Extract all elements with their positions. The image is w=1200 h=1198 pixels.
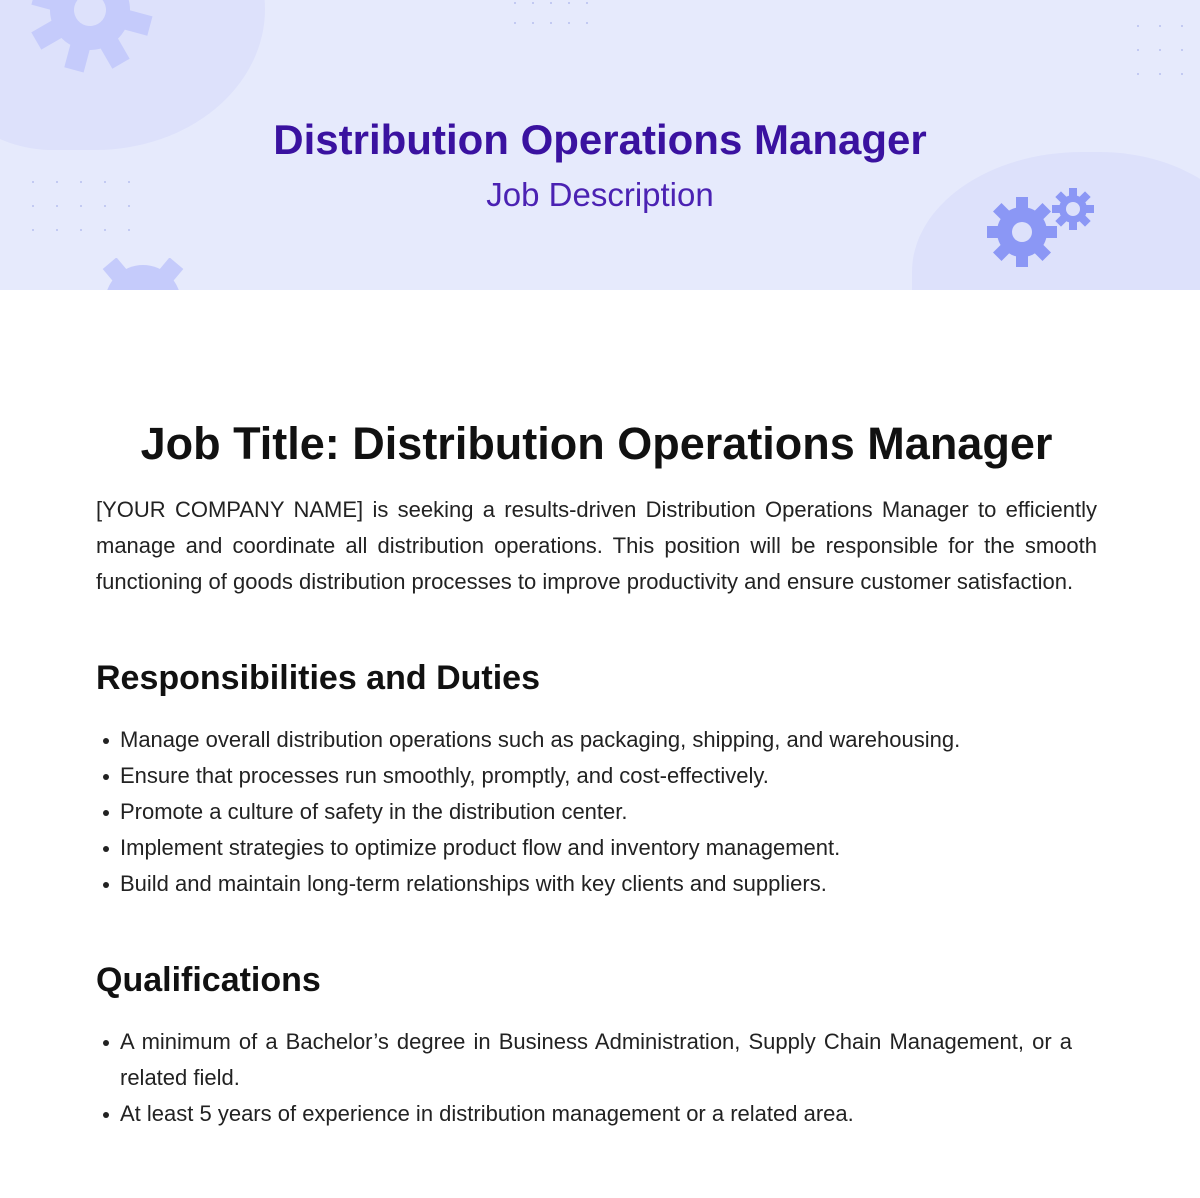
gear-icon: [88, 258, 198, 290]
section-heading-responsibilities: Responsibilities and Duties: [96, 659, 540, 697]
list-item: Implement strategies to optimize product flow and inventory management.: [120, 830, 1072, 866]
qualifications-list: [96, 1024, 1097, 1132]
responsibilities-list: [96, 722, 1097, 902]
list-item: A minimum of a Bachelor’s degree in Business Administration, Supply Chain Management, or a related field.: [120, 1024, 1072, 1096]
intro-paragraph: [YOUR COMPANY NAME] is seeking a results-driven Distribution Operations Manager to efficiently manage and coordinate all distribution operations. This position will be responsible for the smooth functioning of goods distribution processes to improve productivity and ensure customer satisfaction.: [96, 497, 1097, 594]
section-heading-qualifications: Qualifications: [96, 961, 321, 999]
list-item: Promote a culture of safety in the distribution center.: [120, 794, 1072, 830]
list-item: At least 5 years of experience in distribution management or a related area.: [120, 1096, 1072, 1132]
list-item: Ensure that processes run smoothly, promptly, and cost-effectively.: [120, 758, 1072, 794]
banner-title: Distribution Operations Manager: [273, 116, 927, 163]
document-body: [96, 414, 1097, 1132]
dot-pattern: [514, 2, 588, 24]
list-item: Manage overall distribution operations such as packaging, shipping, and warehousing.: [120, 722, 1072, 758]
header-banner: [0, 0, 1200, 290]
banner-subtitle: Job Description: [486, 176, 714, 213]
gear-icon: [0, 0, 170, 80]
list-item: Build and maintain long-term relationships with key clients and suppliers.: [120, 866, 1072, 902]
job-title-heading: Job Title: Distribution Operations Manager: [140, 418, 1053, 469]
dot-pattern: [1137, 25, 1183, 75]
